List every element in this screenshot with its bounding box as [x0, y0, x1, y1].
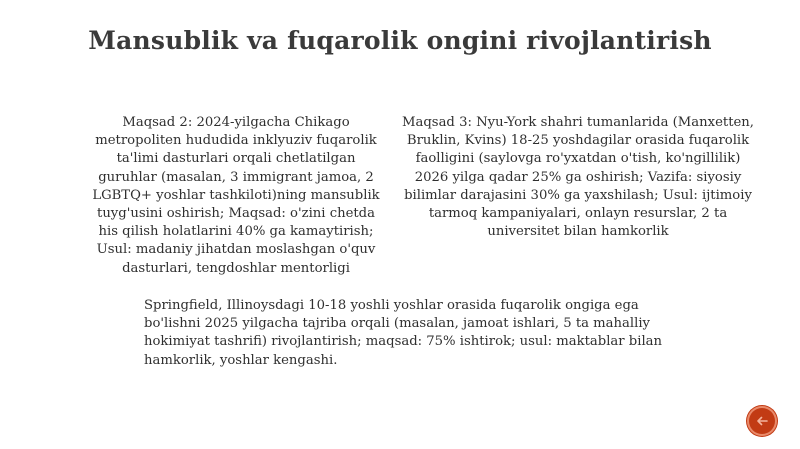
goal-3-text: Maqsad 3: Nyu-York shahri tumanlarida (Manxetten, Bruklin, Kvins) 18-25 yoshdagilar orasida fuqarolik faolligini (saylovga ro'yxatdan o'tish, ko'ngillilik) 2026 yilga qadar 25% ga oshirish; Vazifa: siyosiy bilimlar darajasini 30% ga yaxshilash; Usul: ijtimoiy tarmoq kampaniyalari, onlayn resurslar, 2 ta universitet bilan hamkorlik: [402, 115, 754, 240]
back-arrow-icon: [754, 413, 770, 429]
goal-1-text: Springfield, Illinoysdagi 10-18 yoshli yoshlar orasida fuqarolik ongiga ega bo'lishni 2025 yilgacha tajriba orqali (masalan, jamoat ishlari, 5 ta mahalliy hokimiyat tashrifi) rivojlantirish; maqsad: 75% ishtirok; usul: maktablar bilan hamkorlik, yoshlar kengashi.: [144, 298, 663, 368]
goal-2-text: Maqsad 2: 2024-yilgacha Chikago metropoliten hududida inklyuziv fuqarolik ta'limi dasturlari orqali chetlatilgan guruhlar (masalan, 3 immigrant jamoa, 2 LGBTQ+ yoshlar tashkiloti)ning mansublik tuyg'usini oshirish; Maqsad: o'zini chetda his qilish holatlarini 40% ga kamaytirish; Usul: madaniy jihatdan moslashgan o'quv dasturlari, tengdoshlar mentorligi: [92, 115, 380, 276]
slide-title: Mansublik va fuqarolik ongini rivojlantirish: [88, 26, 712, 55]
nav-back-button[interactable]: [749, 408, 775, 434]
